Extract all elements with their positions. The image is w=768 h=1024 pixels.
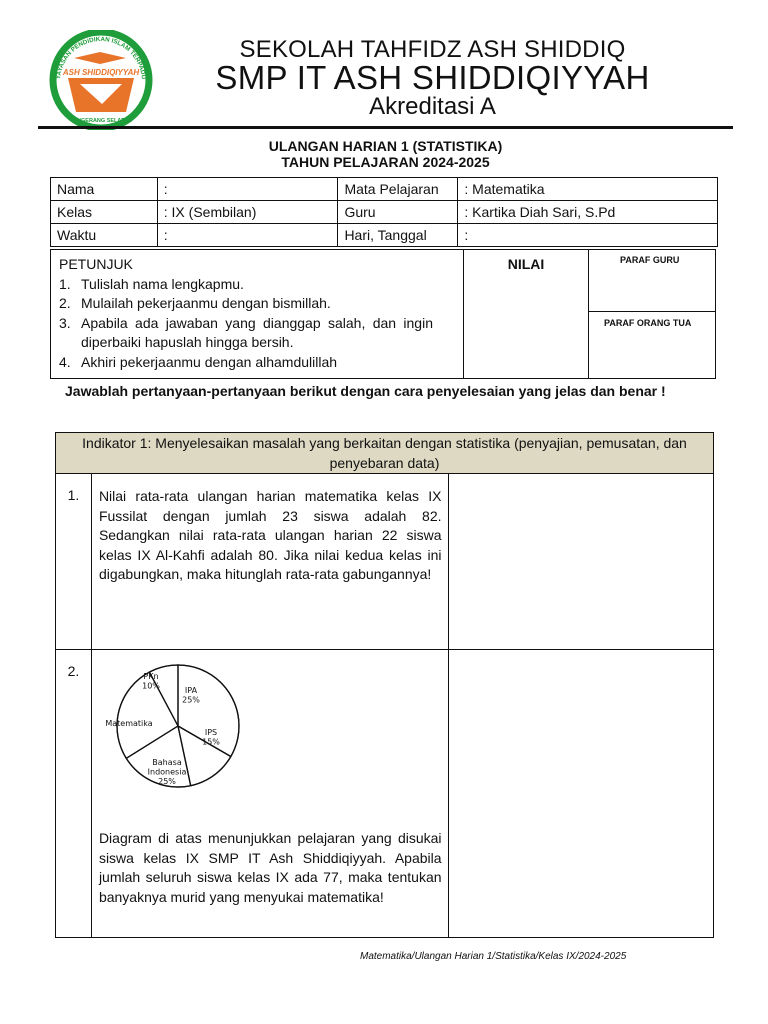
- info-label: Hari, Tanggal: [338, 224, 458, 247]
- pie-label-ipa: IPA 25%: [182, 686, 200, 705]
- question-cell: [91, 650, 448, 938]
- exam-title: ULANGAN HARIAN 1 (STATISTIKA): [268, 138, 503, 154]
- answer-area[interactable]: [448, 474, 713, 650]
- info-label: Mata Pelajaran: [338, 178, 458, 201]
- info-label: Kelas: [51, 201, 158, 224]
- time-field[interactable]: :: [157, 224, 338, 247]
- question-text: Diagram di atas menunjukkan pelajaran yang disukai siswa kelas IX SMP IT Ash Shiddiqiyyah. Apabila jumlah seluruh siswa kelas IX ada 77, maka tentukan banyaknya murid yang menyukai matematika!: [98, 830, 442, 905]
- logo-roof-shape: [74, 52, 126, 64]
- subject-value: : Matematika: [458, 178, 718, 201]
- student-info-table: [50, 177, 718, 247]
- info-row-time: [51, 224, 718, 247]
- page-footer: Matematika/Ulangan Harian 1/Statistika/Kelas IX/2024-2025: [360, 951, 627, 962]
- instruction-item: [59, 314, 433, 353]
- header-divider: [38, 126, 733, 129]
- parent-signature-label: PARAF ORANG TUA: [604, 318, 692, 328]
- instruction-number: 4.: [59, 353, 71, 370]
- indicator-text: Indikator 1: Menyelesaikan masalah yang berkaitan dengan statistika (penyajian, pemusatan, dan penyebaran data): [56, 433, 714, 474]
- pie-label-ips: IPS 15%: [202, 728, 220, 747]
- instruction-item: [59, 275, 433, 295]
- pie-chart-wrap: [99, 663, 442, 829]
- teacher-signature-label: PARAF GURU: [620, 255, 680, 265]
- teacher-value: : Kartika Diah Sari, S.Pd: [458, 201, 718, 224]
- logo-city-text: TANGERANG SELATAN: [70, 118, 132, 124]
- info-label: Nama: [51, 178, 158, 201]
- instruction-number: 1.: [59, 275, 71, 292]
- exam-year: TAHUN PELAJARAN 2024-2025: [281, 154, 490, 170]
- question-number: 1.: [56, 474, 92, 650]
- date-field[interactable]: :: [458, 224, 718, 247]
- instruction-text: Tulislah nama lengkapmu.: [81, 275, 244, 292]
- answer-area[interactable]: [448, 650, 713, 938]
- instruction-text: Apabila ada jawaban yang dianggap salah, dan ingin diperbaiki hapuslah hingga bersih.: [81, 314, 433, 350]
- question-text: Nilai rata-rata ulangan harian matematika kelas IX Fussilat dengan jumlah 23 siswa adalah 82. Sedangkan nilai rata-rata ulangan harian 22 siswa kelas IX Al-Kahfi adalah 80. Jika nilai kedua kelas ini digabungkan, maka hitunglah rata-rata gabungannya!: [91, 474, 448, 650]
- instructions-list: [59, 275, 433, 373]
- pie-chart: [105, 663, 255, 793]
- answer-instruction: Jawablah pertanyaan-pertanyaan berikut dengan cara penyelesaian yang jelas dan benar !: [65, 383, 666, 399]
- logo-brand-text: ASH SHIDDIQIYYAH: [62, 68, 140, 77]
- question-row: [56, 650, 714, 938]
- score-box[interactable]: [464, 249, 589, 379]
- info-label: Guru: [338, 201, 458, 224]
- instruction-text: Akhiri pekerjaanmu dengan alhamdulillah: [81, 353, 338, 370]
- logo-top-text: YAYASAN PENDIDIKAN ISLAM TERPADU: [55, 35, 147, 80]
- instruction-item: [59, 294, 433, 314]
- school-logo: [46, 30, 156, 130]
- pie-label-pkn: PKn 10%: [142, 672, 160, 691]
- class-value: : IX (Sembilan): [157, 201, 338, 224]
- instruction-text: Mulailah pekerjaanmu dengan bismillah.: [81, 295, 331, 311]
- school-subtitle: SMP IT ASH SHIDDIQIYYAH: [215, 59, 650, 96]
- info-row-name: [51, 178, 718, 201]
- pie-label-bahasa-indonesia: Bahasa Indonesia 25%: [147, 758, 187, 786]
- instructions-box: [50, 249, 464, 379]
- parent-signature-box[interactable]: [589, 312, 716, 379]
- teacher-signature-box[interactable]: [589, 249, 716, 312]
- questions-table: [55, 432, 714, 938]
- instruction-number: 3.: [59, 314, 71, 331]
- info-row-class: [51, 201, 718, 224]
- exam-title-block: [38, 138, 733, 170]
- indicator-row: [56, 433, 714, 474]
- name-field[interactable]: :: [157, 178, 338, 201]
- accreditation: Akreditasi A: [369, 93, 496, 120]
- instruction-number: 2.: [59, 295, 71, 311]
- school-name: SEKOLAH TAHFIDZ ASH SHIDDIQ: [239, 36, 626, 63]
- question-number: 2.: [56, 650, 92, 938]
- instruction-item: [59, 353, 433, 373]
- question-row: [56, 474, 714, 650]
- info-label: Waktu: [51, 224, 158, 247]
- score-label: NILAI: [507, 256, 545, 272]
- pie-label-matematika: Matematika: [105, 719, 153, 728]
- instructions-title: PETUNJUK: [59, 256, 133, 272]
